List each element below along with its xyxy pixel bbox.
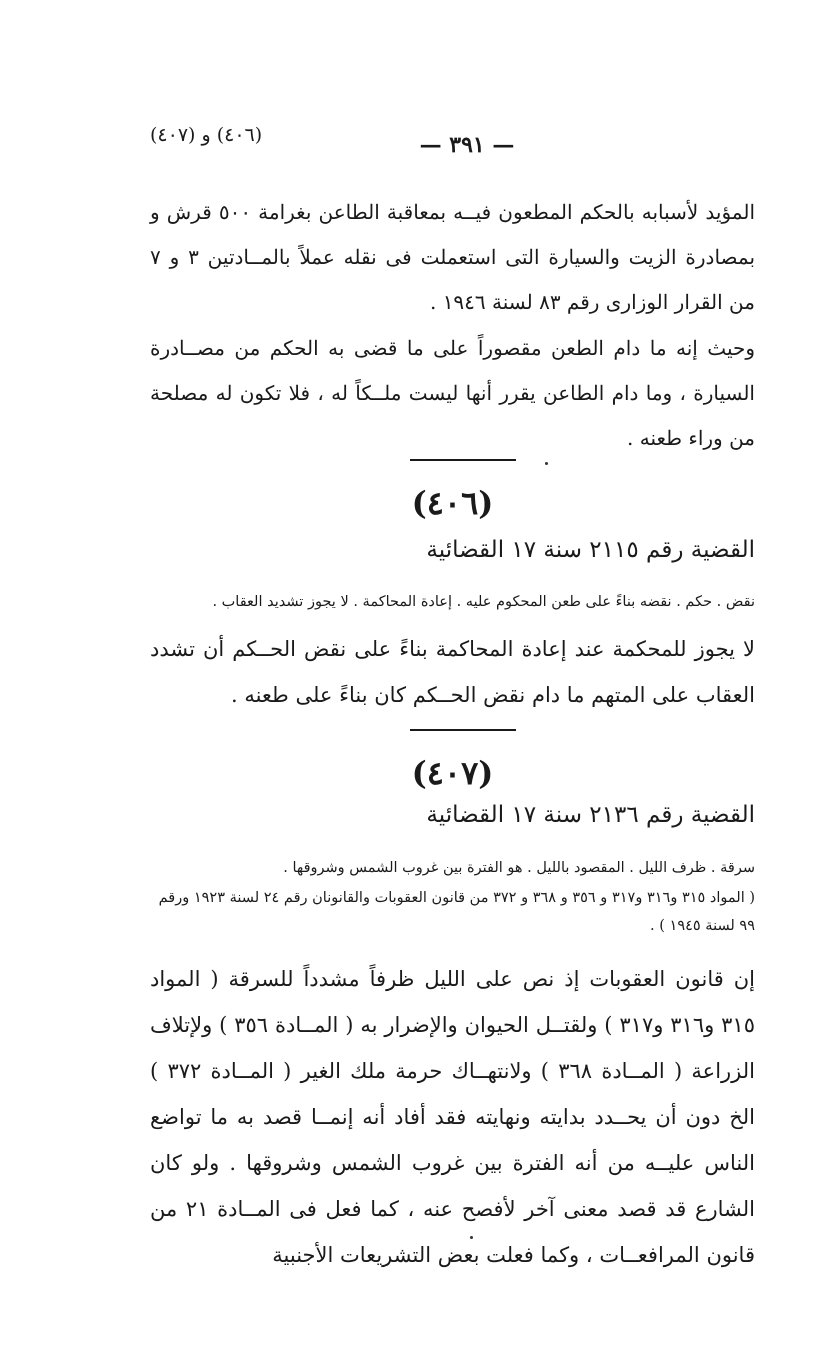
case-406-number: (٤٠٦) <box>411 484 494 522</box>
page-number: — ٣٩١ — <box>419 132 515 158</box>
case-407-summary-line-2: ( المواد ٣١٥ و٣١٦ و٣١٧ و ٣٥٦ و ٣٦٨ و ٣٧٢ من قانون العقوبات والقانونان رقم ٢٤ لسنة ١٩٢٣ ورقم ٩٩ لسنة ١٩٤٥ ) . <box>158 890 755 934</box>
continuation-paragraph-1 <box>150 190 755 325</box>
paragraph-text: وحيث إنه ما دام الطعن مقصوراً على ما قضى به الحكم من مصــادرة السيارة ، وما دام الطاعن يقرر أنها ليست ملــكاً له ، فلا تكون له مصلحة من وراء طعنه . <box>150 336 755 450</box>
running-header-cases: (٤٠٦) و (٤٠٧) <box>150 124 263 146</box>
case-407-principle: إن قانون العقوبات إذ نص على الليل ظرفاً مشدداً للسرقة ( المواد ٣١٥ و٣١٦ و٣١٧ ) ولقتــل الحيوان والإضرار به ( المــادة ٣٥٦ ) ولإتلاف الزراعة ( المــادة ٣٦٨ ) ولانتهــاك حرمة ملك الغير ( المــادة ٣٧٢ ) الخ دون أن يحــدد بدايته ونهايته فقد أفاد أنه إنمــا قصد به ما تواضع الناس عليــه من أنه الفترة بين غروب الشمس وشروقها . ولو كان الشارع قد قصد معنى آخر لأفصح عنه ، كما فعل فى المــادة ٢١ من قانون المرافعــات ، وكما فعلت بعض التشريعات الأجنبية <box>150 967 755 1267</box>
continuation-paragraph-2 <box>150 326 755 461</box>
paragraph-text: المؤيد لأسبابه بالحكم المطعون فيــه بمعاقبة الطاعن بغرامة ٥٠٠ قرش و بمصادرة الزيت والسيارة التى استعملت فى نقله عملاً بالمــادتين ٣ و ٧ من القرار الوزارى رقم ٨٣ لسنة ١٩٤٦ . <box>150 200 756 314</box>
print-speck <box>470 1236 473 1239</box>
print-speck <box>545 462 548 465</box>
case-407-number: (٤٠٧) <box>411 754 494 792</box>
case-406-summary: نقض . حكم . نقضه بناءً على طعن المحكوم عليه . إعادة المحاكمة . لا يجوز تشديد العقاب . <box>212 594 755 610</box>
section-divider <box>410 729 516 731</box>
case-406-reference: القضية رقم ٢١١٥ سنة ١٧ القضائية <box>426 537 755 563</box>
case-407-summary-line-1: سرقة . ظرف الليل . المقصود بالليل . هو الفترة بين غروب الشمس وشروقها . <box>283 860 755 876</box>
case-406-principle: لا يجوز للمحكمة عند إعادة المحاكمة بناءً على نقض الحــكم أن تشدد العقاب على المتهم ما دام نقض الحــكم كان بناءً على طعنه . <box>150 637 755 707</box>
case-407-reference: القضية رقم ٢١٣٦ سنة ١٧ القضائية <box>426 802 755 828</box>
section-divider <box>410 459 516 461</box>
